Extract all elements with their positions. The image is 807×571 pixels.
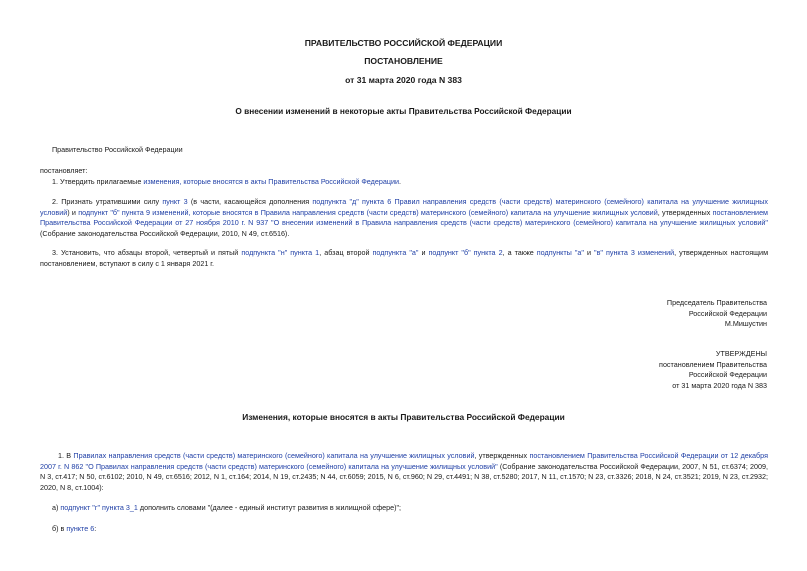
changes-title: Изменения, которые вносятся в акты Правительства Российской Федерации — [242, 412, 565, 422]
punkt-6-link[interactable]: пункте 6 — [66, 524, 95, 533]
punkt-3-link[interactable]: пункт 3 — [162, 197, 188, 206]
preamble-intro: Правительство Российской Федерации — [52, 145, 183, 154]
point-2-text-a: 2. Признать утратившими силу — [52, 197, 163, 206]
point-2-text-d: , утвержденных — [657, 207, 713, 217]
podpunkt-a-link[interactable]: подпункта "а" — [372, 248, 419, 257]
changes-link[interactable]: изменения, которые вносятся в акты Правительства Российской Федерации — [143, 177, 399, 186]
postanovlenie-862-link[interactable]: постановлением Правительства Российской Федерации от 12 декабря 2007 г. N 862 "О Правилах направления средств (части средств) материнского (семейного) капитала на улучшение жилищных условий" — [40, 451, 768, 471]
change-item-1 — [40, 451, 768, 493]
approved-block — [659, 349, 767, 391]
podpunkty-a-link[interactable]: подпункты "а" — [536, 248, 584, 257]
signature-block — [667, 298, 767, 330]
signature-position: Председатель Правительства — [666, 298, 767, 307]
point-3 — [40, 248, 768, 269]
point-3-text-d: , а также — [502, 248, 537, 257]
preamble-decides: постановляет: — [40, 166, 88, 175]
point-1-text: 1. Утвердить прилагаемые — [52, 177, 144, 186]
point-1 — [52, 177, 401, 188]
document-date-number: от 31 марта 2020 года N 383 — [345, 75, 462, 85]
point-3-text-f: , утвержденных настоящим постановлением, вступают в силу с 1 января 2021 г. — [40, 248, 769, 268]
v-punkta-3-link[interactable]: "в" пункта 3 изменений — [594, 248, 675, 257]
point-2-text-e: (Собрание законодательства Российской Федерации, 2010, N 49, ст.6516). — [40, 228, 290, 238]
podpunkt-b-punkta-2-link[interactable]: подпункт "б" пункта 2 — [428, 248, 503, 257]
podpunkt-n-punkta-1-link[interactable]: подпункта "н" пункта 1 — [241, 248, 320, 257]
change-a-text-a: а) — [52, 503, 61, 512]
change-1-text-a: 1. В — [58, 451, 74, 460]
point-1-end: . — [398, 177, 401, 186]
change-item-b — [52, 524, 96, 535]
government-heading: ПРАВИТЕЛЬСТВО РОССИЙСКОЙ ФЕДЕРАЦИИ — [304, 38, 503, 48]
approved-by: постановлением Правительства — [659, 359, 767, 369]
approved-country: Российской Федерации — [688, 370, 767, 380]
point-3-text-b: , абзац второй — [319, 248, 373, 257]
point-3-text-a: 3. Установить, что абзацы второй, четвертый и пятый — [52, 248, 242, 257]
change-item-a — [52, 503, 401, 514]
change-b-text-a: б) в — [52, 524, 67, 533]
change-a-text-b: дополнить словами "(далее - единый институт развития в жилищной сфере)"; — [137, 503, 402, 512]
postanovlenie-937-link[interactable]: постановлением Правительства Российской Федерации от 27 ноября 2010 г. N 937 "О внесении изменений в Правила направления средств (части средств) материнского (семейного) капитала на улучшение жилищных условий" — [40, 207, 769, 228]
pravila-link[interactable]: Правилах направления средств (части средств) материнского (семейного) капитала на улучшение жилищных условий — [73, 451, 475, 460]
document-type: ПОСТАНОВЛЕНИЕ — [364, 56, 443, 66]
approved-title: УТВЕРЖДЕНЫ — [715, 349, 767, 358]
document-title: О внесении изменений в некоторые акты Правительства Российской Федерации — [235, 106, 572, 116]
signature-country: Российской Федерации — [688, 308, 767, 318]
podpunkt-g-punkta-3-1-link[interactable]: подпункт "г" пункта 3_1 — [60, 503, 138, 512]
point-2-text-b: (в части, касающейся дополнения — [187, 197, 313, 206]
approved-date: от 31 марта 2020 года N 383 — [672, 380, 767, 390]
change-1-text-c: (Собрание законодательства Российской Федерации, 2007, N 51, ст.6374; 2009, N 3, ст.417; N 50, ст.6102; 2010, N 49, ст.6516; 2012, N 1, ст.164; 2014, N 19, ст.2435; N 44, ст.6059; 2015, N 6, ст.960; N 29, ст.4491; N 38, ст.5280; 2017, N 11, ст.1570; N 23, ст.3326; 2018, N 24, ст.3521; 2019, N 23, ст.2932; 2020, N 8, ст.1004): — [40, 461, 768, 492]
point-2 — [40, 197, 768, 239]
signature-name: М.Мишустин — [724, 319, 767, 329]
point-3-text-c: и — [418, 248, 429, 257]
podpunkt-d-punkta-6-link[interactable]: подпункта "д" пункта 6 Правил направления средств (части средств) материнского (семейного) капитала на улучшение жилищных условий — [40, 197, 768, 217]
point-2-text-c: ) и — [67, 207, 79, 217]
change-b-text-b: : — [94, 524, 97, 533]
change-1-text-b: , утвержденных — [474, 451, 530, 460]
podpunkt-b-punkta-9-link[interactable]: подпункт "б" пункта 9 изменений, которые вносятся в Правила направления средств (части средств) материнского (семейного) капитала на улучшение жилищных условий — [78, 207, 658, 217]
point-3-text-e: и — [583, 248, 595, 257]
